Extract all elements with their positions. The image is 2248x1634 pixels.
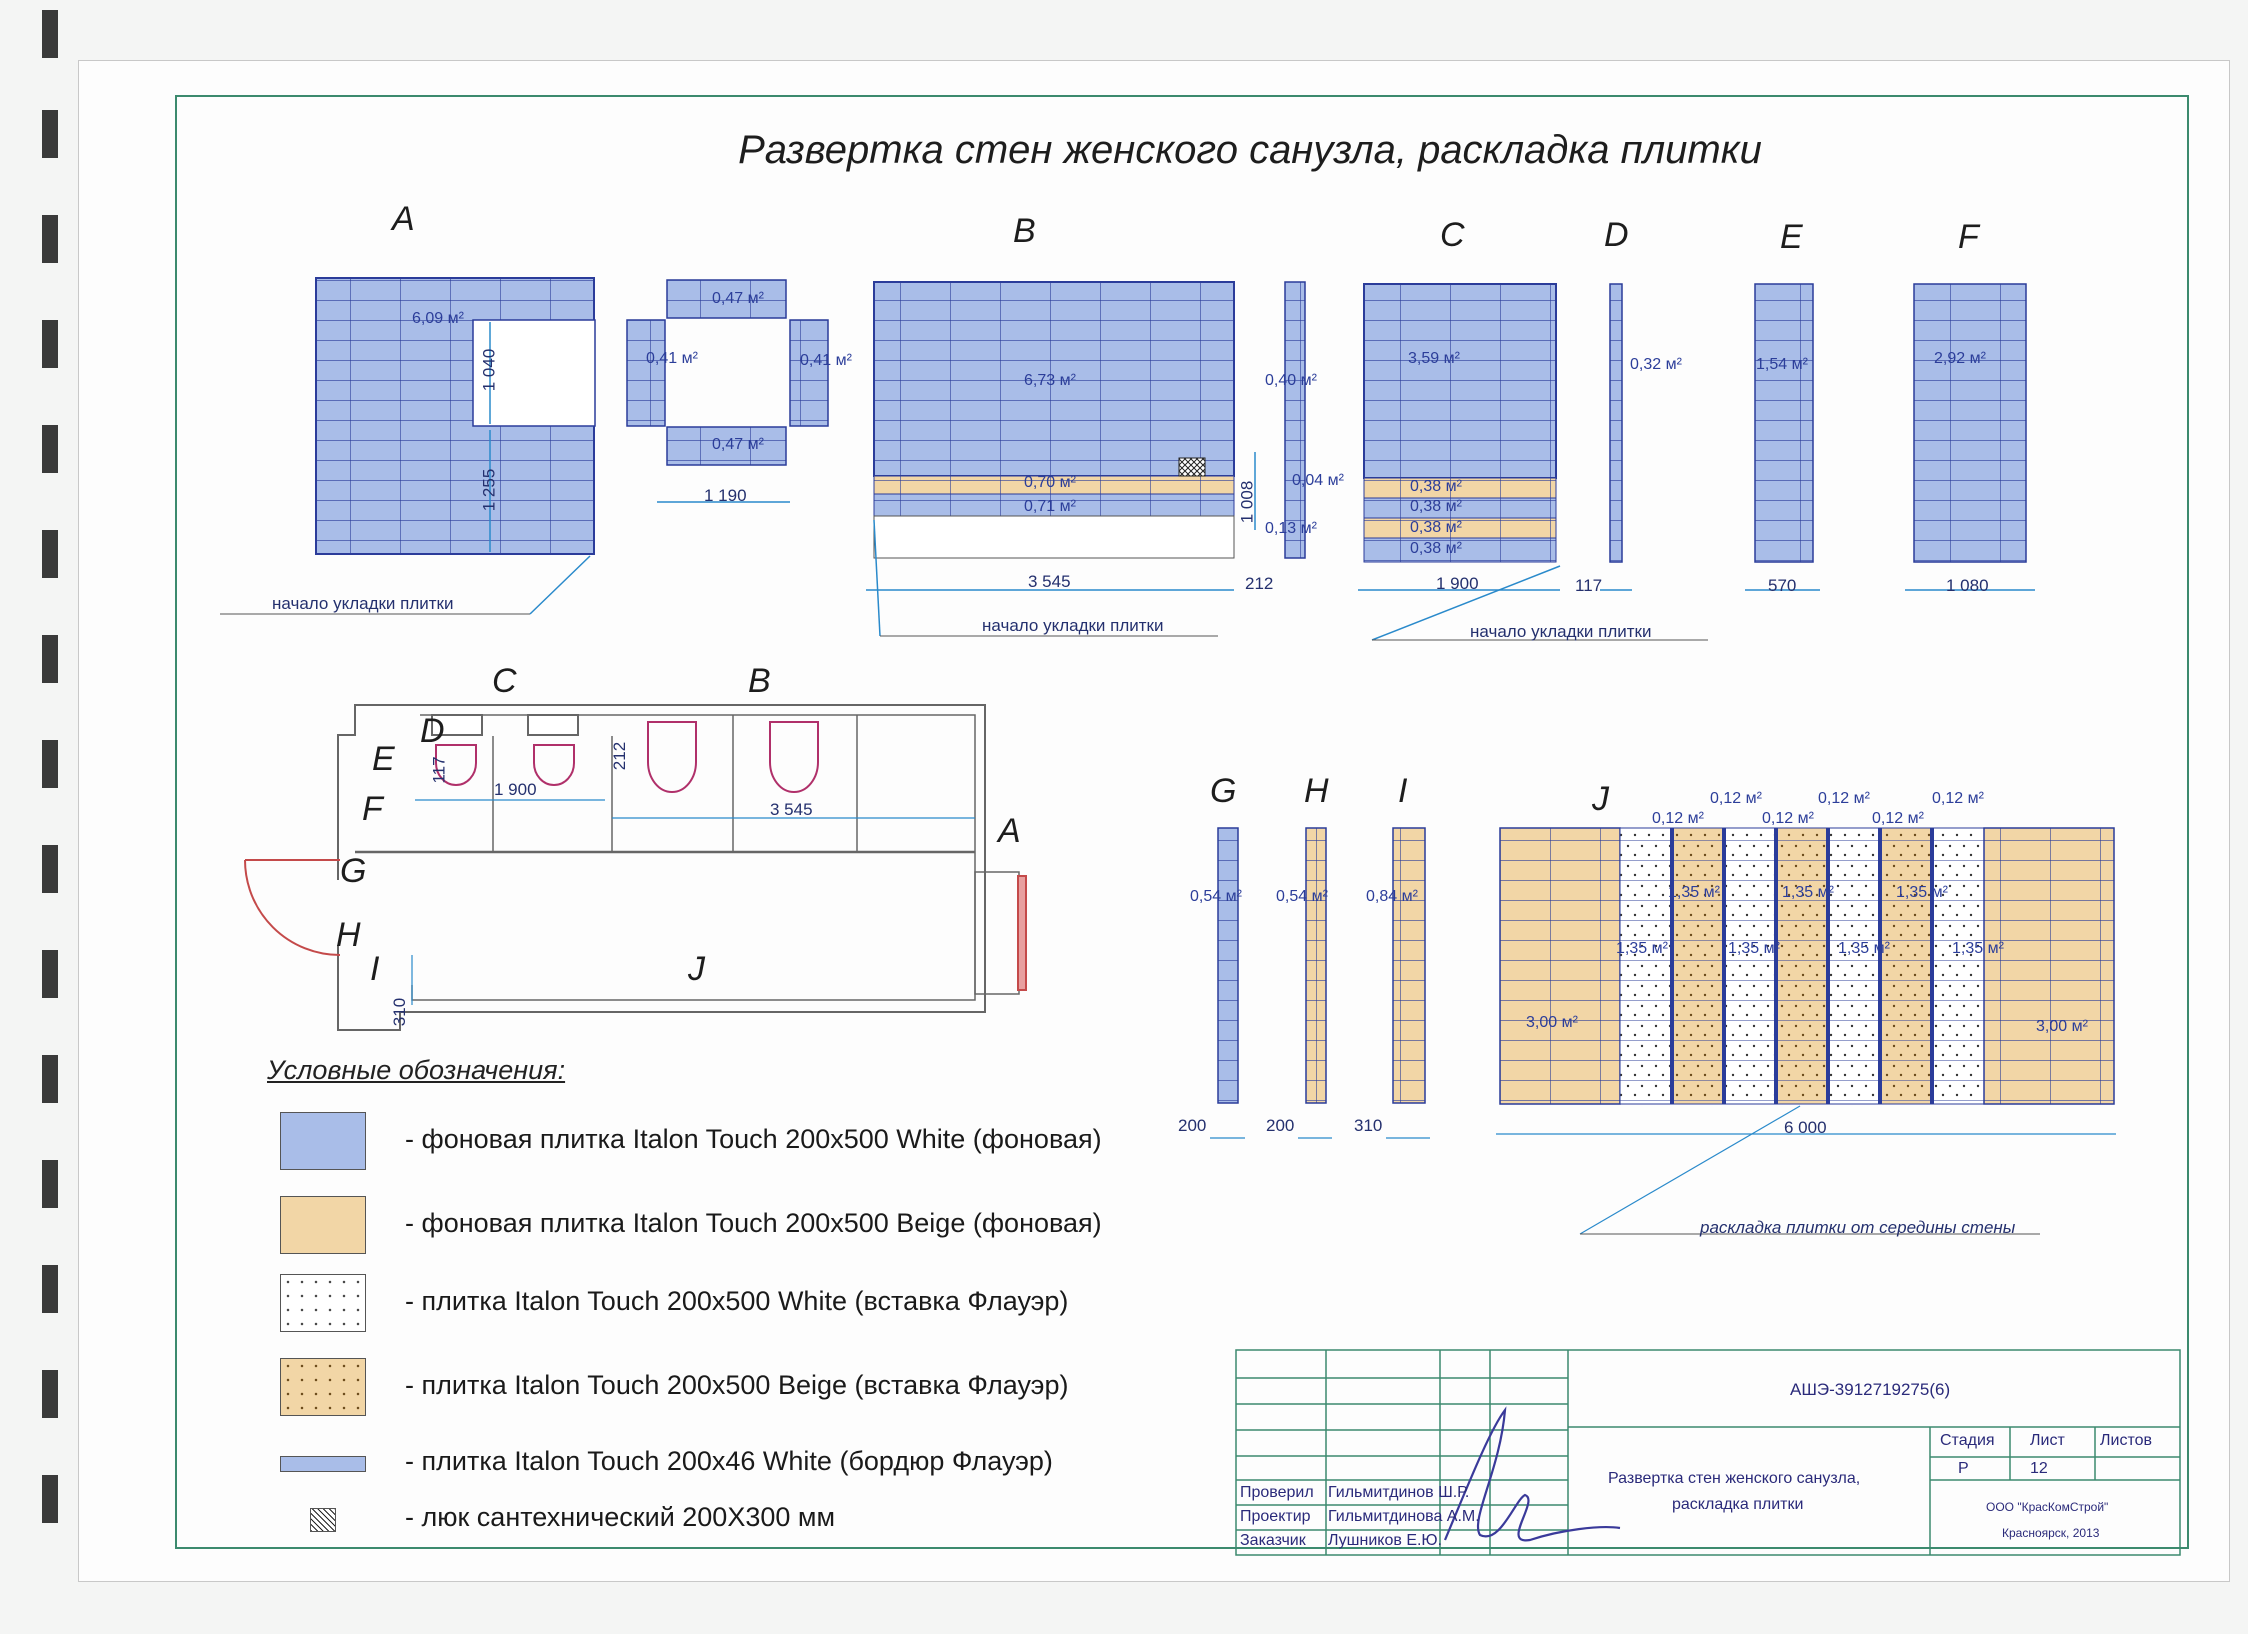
wall-e-width-dim: 570 (1768, 576, 1797, 595)
wall-j-top-3: 0,12 м² (1932, 790, 1984, 807)
plan-label-e: E (372, 740, 395, 778)
legend-item (280, 1196, 1160, 1252)
plan-label-g: G (340, 852, 367, 890)
wall-j-left-area: 3,00 м² (1526, 1014, 1578, 1031)
legend-item (280, 1274, 1160, 1330)
wall-c-row-3: 0,38 м² (1410, 519, 1462, 536)
stamp-city: Красноярск, 2013 (2002, 1526, 2100, 1540)
stamp-stage-header: Стадия (1940, 1432, 1995, 1449)
reveal-left-area: 0,41 м² (646, 350, 698, 367)
plan-label-j: J (688, 950, 705, 988)
plan-dim-117: 117 (429, 756, 449, 784)
wall-f-elevation (1905, 284, 2035, 590)
plan-dim-3545: 3 545 (770, 800, 813, 819)
wall-j-right-area: 3,00 м² (2036, 1018, 2088, 1035)
wall-b-strip-width: 212 (1245, 574, 1274, 593)
wall-g-label: G (1210, 772, 1237, 810)
wall-g-elevation (1210, 828, 1245, 1138)
stamp-company: ООО "КрасКомСтрой" (1986, 1500, 2109, 1514)
legend-text: - люк сантехнический 200Х300 мм (405, 1502, 836, 1532)
legend-swatch-white (280, 1112, 366, 1170)
reveal-bottom-area: 0,47 м² (712, 436, 764, 453)
wall-j-top-5: 0,12 м² (1762, 810, 1814, 827)
plan-label-f: F (362, 790, 383, 828)
reveal-right-area: 0,41 м² (800, 352, 852, 369)
plan-dim-212: 212 (610, 741, 630, 771)
wall-j-width-dim: 6 000 (1784, 1118, 1827, 1137)
legend-swatch-border (280, 1456, 366, 1472)
wall-j-top-6: 0,12 м² (1872, 810, 1924, 827)
wall-b-lower-area: 0,71 м² (1024, 498, 1076, 515)
wall-i-elevation (1386, 828, 1430, 1138)
stamp-person: Гильмитдинов Ш.Р. (1328, 1484, 1470, 1501)
wall-b-beige-area: 0,70 м² (1024, 474, 1076, 491)
stamp-stage: Р (1958, 1460, 1969, 1477)
wall-c-elevation (1358, 284, 1708, 640)
wall-g-width-dim: 200 (1178, 1116, 1207, 1135)
wall-j-top-1: 0,12 м² (1710, 790, 1762, 807)
legend-text: - плитка Italon Touch 200x46 White (бордюр Флауэр) (405, 1446, 1053, 1476)
stamp-role: Проверил (1240, 1484, 1314, 1501)
wall-b-strip-low-area: 0,13 м² (1265, 520, 1317, 537)
wall-d-label: D (1604, 216, 1629, 254)
legend-swatch-beige-dots (280, 1358, 366, 1416)
legend-title: Условные обозначения: (267, 1055, 566, 1085)
plan-label-a: A (998, 812, 1021, 850)
stamp-role: Проектир (1240, 1508, 1311, 1525)
wall-d-elevation (1600, 284, 1632, 590)
wall-f-width-dim: 1 080 (1946, 576, 1989, 595)
wall-c-width-dim: 1 900 (1436, 574, 1479, 593)
legend-item (280, 1494, 1160, 1534)
wall-j-white-4: 1,35 м² (1952, 940, 2004, 957)
wall-j-white-2: 1,35 м² (1728, 940, 1780, 957)
wall-a-label: A (392, 200, 415, 238)
wall-b-height-dim: 1 008 (1237, 480, 1257, 524)
plan-label-c: C (492, 662, 517, 700)
wall-d-area: 0,32 м² (1630, 356, 1682, 373)
wall-j-top-4: 0,12 м² (1652, 810, 1704, 827)
wall-i-area: 0,84 м² (1366, 888, 1418, 905)
plan-dim-1900: 1 900 (494, 780, 537, 799)
legend-text: - плитка Italon Touch 200x500 White (вставка Флауэр) (405, 1286, 1069, 1316)
legend-item (280, 1436, 1160, 1476)
wall-h-area: 0,54 м² (1276, 888, 1328, 905)
legend-item (280, 1112, 1160, 1168)
wall-a-area: 6,09 м² (412, 310, 464, 327)
wall-c-label: C (1440, 216, 1465, 254)
wall-h-width-dim: 200 (1266, 1116, 1295, 1135)
legend-swatch-white-dots (280, 1274, 366, 1332)
wall-a-window-height: 1 040 (479, 348, 499, 392)
reveal-top-area: 0,47 м² (712, 290, 764, 307)
wall-b-strip-top-area: 0,40 м² (1265, 372, 1317, 389)
wall-a-window-reveal (627, 280, 828, 502)
wall-c-row-2: 0,38 м² (1410, 498, 1462, 515)
wall-c-row-1: 0,38 м² (1410, 478, 1462, 495)
wall-a-lower-height: 1 255 (479, 468, 499, 512)
legend-text: - фоновая плитка Italon Touch 200x500 Beige (фоновая) (405, 1208, 1102, 1238)
wall-j-note: раскладка плитки от середины стены (1700, 1218, 2016, 1237)
stamp-title-line1: Развертка стен женского санузла, (1608, 1470, 1861, 1487)
stamp-sheet: 12 (2030, 1460, 2048, 1477)
wall-a-elevation (220, 278, 595, 614)
wall-i-label: I (1398, 772, 1408, 810)
stamp-person: Гильмитдинова А.М. (1328, 1508, 1480, 1525)
legend-item (280, 1358, 1160, 1414)
reveal-width-dim: 1 190 (704, 486, 747, 505)
wall-f-label: F (1958, 218, 1979, 256)
wall-e-elevation (1745, 284, 1820, 590)
wall-b-start-note: начало укладки плитки (982, 616, 1164, 635)
wall-j-beige-3: 1,35 м² (1896, 884, 1948, 901)
wall-j-beige-2: 1,35 м² (1782, 884, 1834, 901)
wall-f-area: 2,92 м² (1934, 350, 1986, 367)
wall-j-top-2: 0,12 м² (1818, 790, 1870, 807)
wall-c-area: 3,59 м² (1408, 350, 1460, 367)
wall-j-label: J (1592, 780, 1609, 818)
wall-b-area: 6,73 м² (1024, 372, 1076, 389)
wall-b-width-dim: 3 545 (1028, 572, 1071, 591)
plan-dim-310: 310 (390, 997, 410, 1027)
stamp-sheet-header: Лист (2030, 1432, 2065, 1449)
wall-c-start-note: начало укладки плитки (1470, 622, 1652, 641)
wall-h-elevation (1298, 828, 1332, 1138)
stamp-sheets-header: Листов (2100, 1432, 2152, 1449)
wall-b-label: B (1013, 212, 1036, 250)
wall-a-start-note: начало укладки плитки (272, 594, 454, 613)
wall-j-white-1: 1,35 м² (1616, 940, 1668, 957)
stamp-title-line2: раскладка плитки (1672, 1496, 1804, 1513)
legend-swatch-hatch (310, 1508, 336, 1532)
plan-label-i: I (370, 950, 380, 988)
plan-label-b: B (748, 662, 771, 700)
stamp-role: Заказчик (1240, 1532, 1306, 1549)
plan-label-d: D (420, 712, 445, 750)
legend-swatch-beige (280, 1196, 366, 1254)
legend-text: - плитка Italon Touch 200x500 Beige (вставка Флауэр) (405, 1370, 1069, 1400)
plan-label-h: H (336, 916, 361, 954)
wall-c-row-4: 0,38 м² (1410, 540, 1462, 557)
stamp-person: Лушников Е.Ю. (1328, 1532, 1443, 1549)
wall-d-width-dim: 117 (1575, 576, 1603, 595)
wall-b-strip-mid-area: 0,04 м² (1292, 472, 1344, 489)
stamp-code: АШЭ-3912719275(6) (1790, 1380, 1951, 1399)
wall-b-elevation (866, 282, 1305, 636)
wall-g-area: 0,54 м² (1190, 888, 1242, 905)
wall-e-label: E (1780, 218, 1803, 256)
wall-i-width-dim: 310 (1354, 1116, 1383, 1135)
drawing-title: Развертка стен женского санузла, раскладка плитки (738, 128, 1762, 172)
floor-plan (338, 705, 1019, 1030)
wall-j-beige-1: 1,35 м² (1668, 884, 1720, 901)
wall-j-white-3: 1,35 м² (1838, 940, 1890, 957)
legend-text: - фоновая плитка Italon Touch 200x500 White (фоновая) (405, 1124, 1102, 1154)
wall-h-label: H (1304, 772, 1329, 810)
wall-e-area: 1,54 м² (1756, 356, 1808, 373)
